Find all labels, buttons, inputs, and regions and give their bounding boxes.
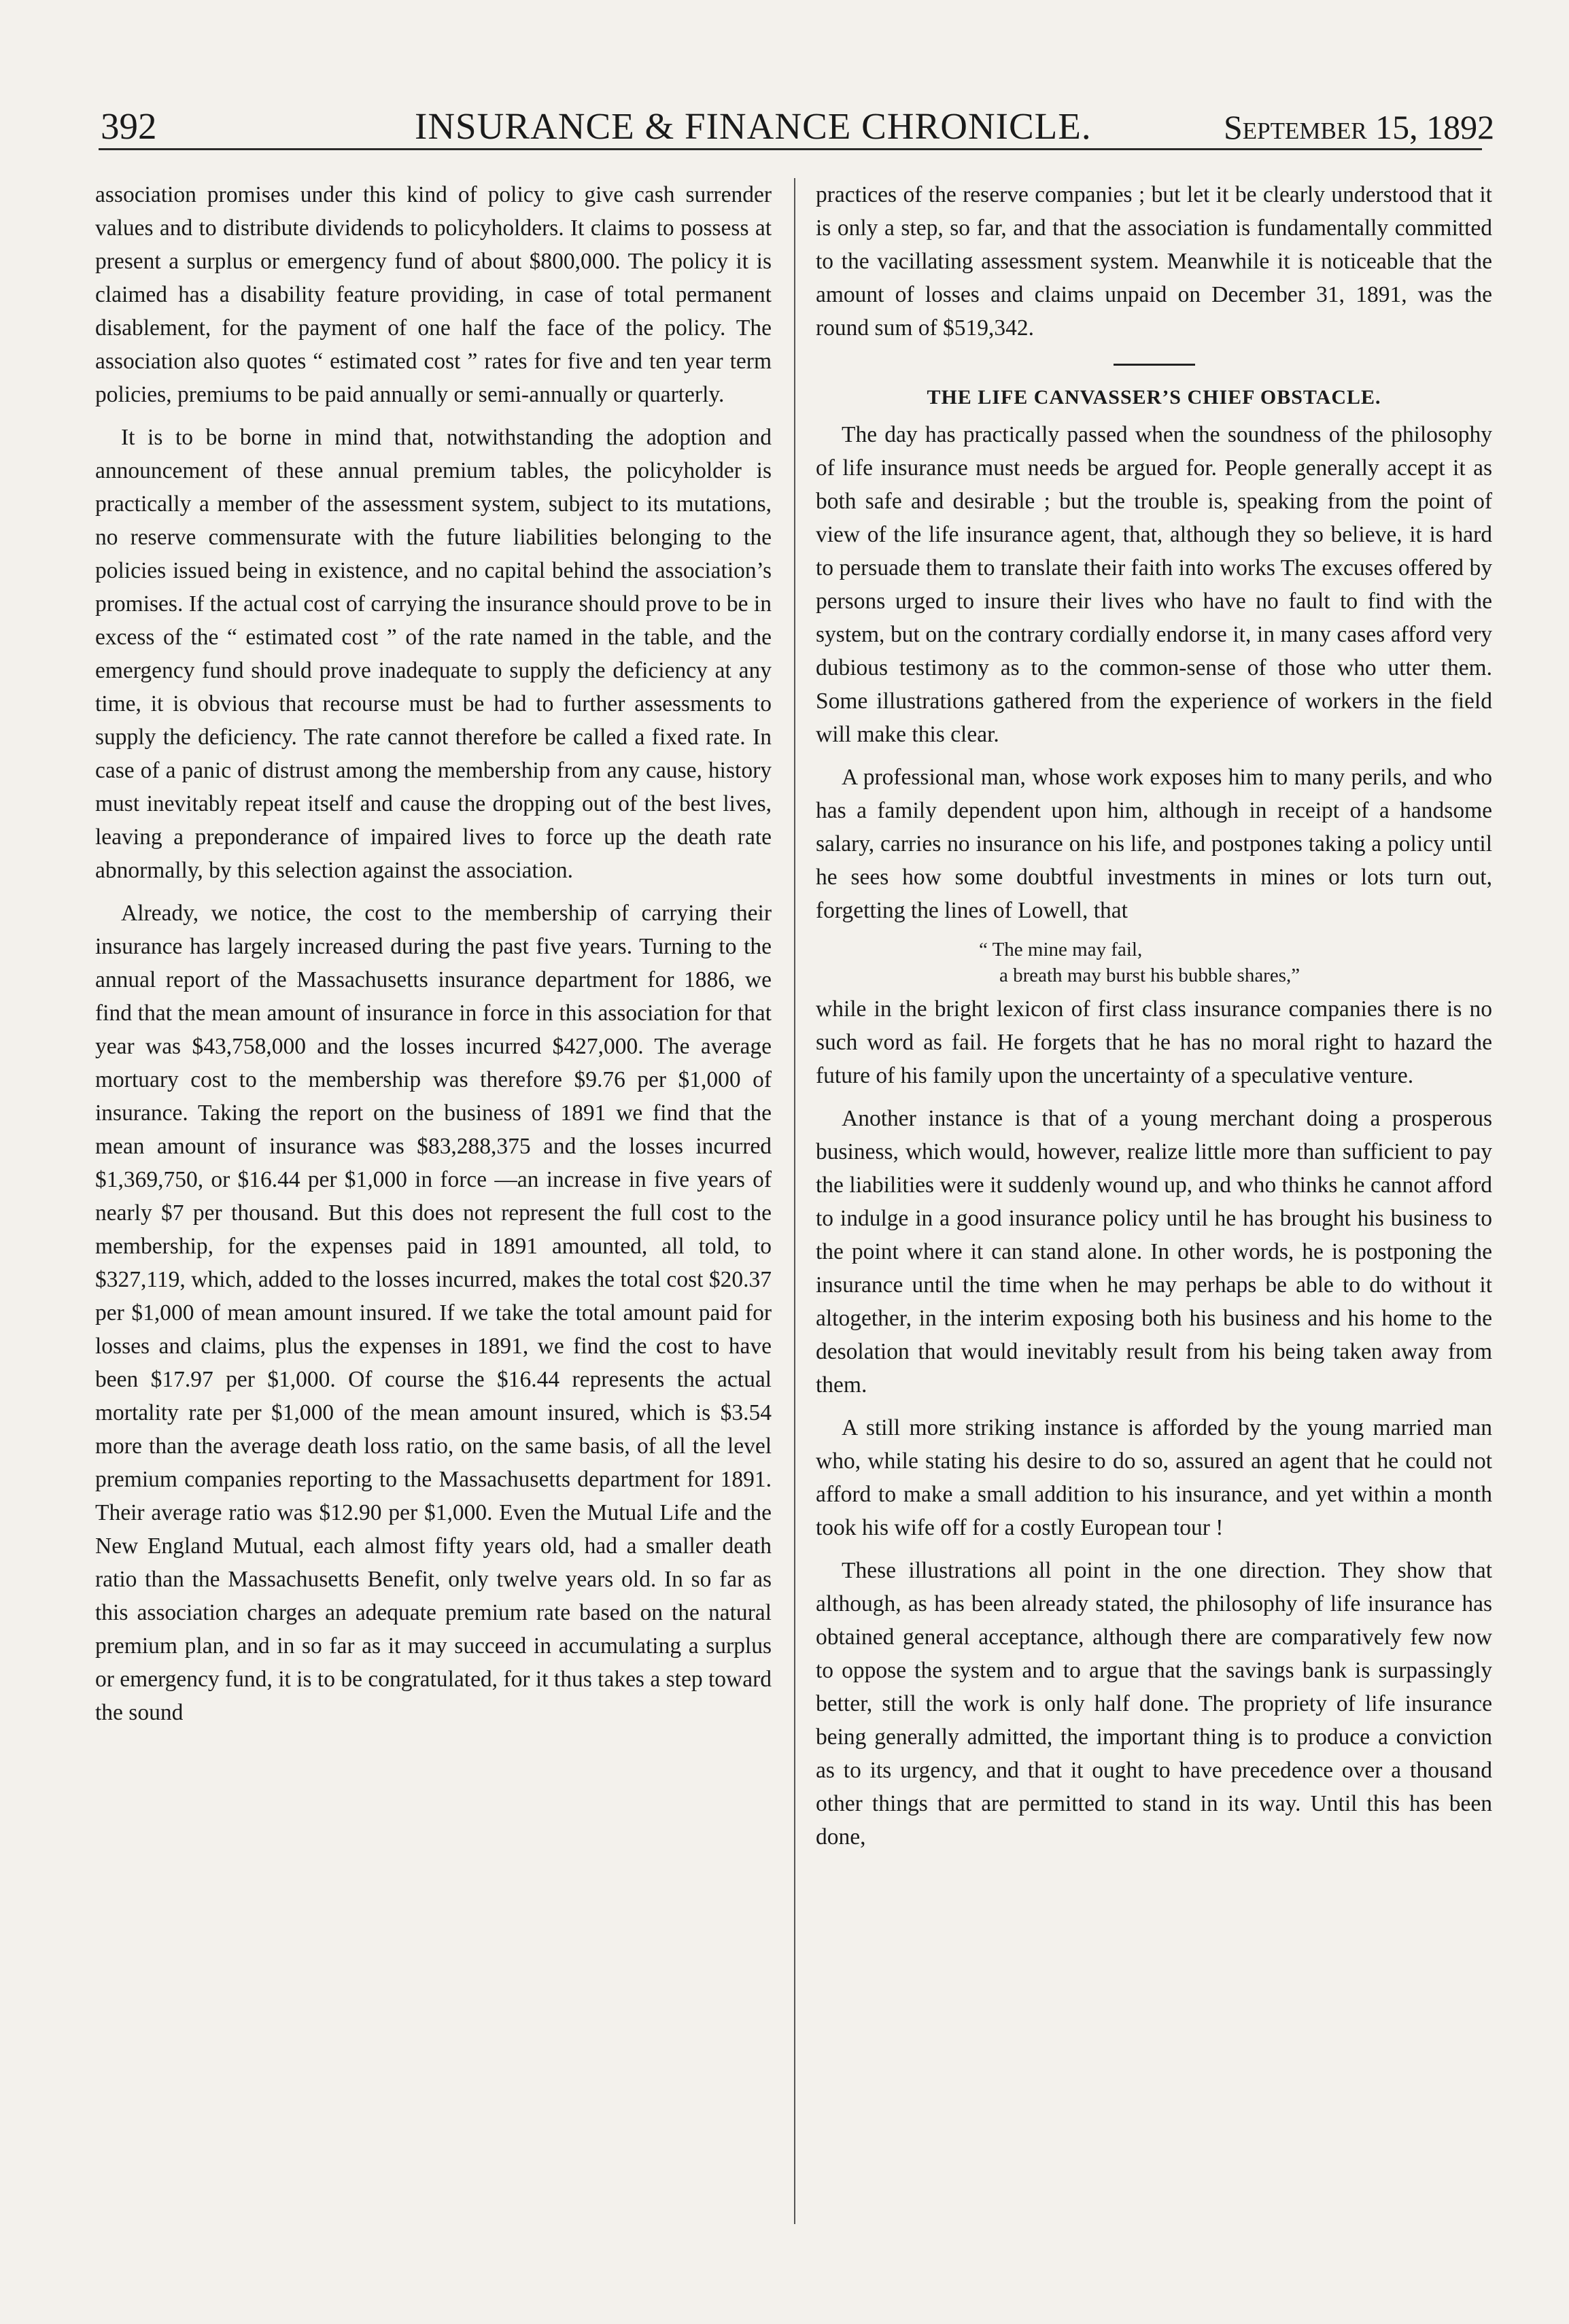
verse-line: “ The mine may fail,: [979, 939, 1143, 960]
verse-quote: [816, 937, 1492, 988]
paragraph: A still more striking instance is afforded by the young married man who, while stating his desire to do so, assured an agent that he could not afford to make a small addition to his insurance, and yet within a month took his wife off for a costly European tour !: [816, 1415, 1492, 1540]
paragraph: It is to be borne in mind that, notwithstanding the adoption and announcement of these annual premium tables, the policyholder is practically a member of the assessment system, subject to its mutations, no reserve commensurate with the future liabilities belonging to the policies issued being in existence, and no capital behind the association’s promises. If the actual cost of carrying the insurance should prove to be in excess of the “ estimated cost ” of the rate named in the table, and the emergency fund should prove inadequate to supply the deficiency at any time, it is obvious that recourse must be had to further assessments to supply the deficiency. The rate cannot therefore be called a fixed rate. In case of a panic of distrust among the membership from any cause, history must inevitably repeat itself and cause the dropping out of the best lives, leaving a preponderance of impaired lives to force up the death rate abnormally, by this selection against the association.: [95, 425, 772, 883]
paragraph: while in the bright lexicon of first class insurance companies there is no such word as fail. He forgets that he has no moral right to hazard the future of his family upon the uncertainty of a speculative venture.: [816, 996, 1492, 1088]
paragraph: association promises under this kind of policy to give cash surrender values and to distribute dividends to policyholders. It claims to possess at present a surplus or emergency fund of about $800,000. The policy it is claimed has a disability feature providing, in case of total permanent disablement, for the payment of one half the face of the policy. The association also quotes “ estimated cost ” rates for five and ten year term policies, premiums to be paid annually or semi-annually or quarterly.: [95, 182, 772, 407]
page-number: 392: [101, 105, 157, 147]
page-header: [0, 102, 1569, 163]
issue-date: September 15, 1892: [1224, 108, 1495, 146]
column-divider: [794, 178, 795, 2224]
paragraph: The day has practically passed when the soundness of the philosophy of life insurance must needs be argued for. People generally accept it as both safe and desirable ; but the trouble is, speaking from the point of view of the life insurance agent, that, although they so believe, it is hard to persuade them to translate their faith into works The excuses offered by persons urged to insure their lives who have no fault to find with the system, but on the contrary cordially endorse it, in many cases afford very dubious testimony as to the common-sense of those who utter them. Some illustrations gathered from the experience of workers in the field will make this clear.: [816, 422, 1492, 747]
left-column: [95, 178, 772, 2244]
paragraph: practices of the reserve companies ; but let it be clearly understood that it is only a step, so far, and that the association is fundamentally committed to the vacillating assessment system. Meanwhile it is noticeable that the amount of losses and claims unpaid on December 31, 1891, was the round sum of $519,342.: [816, 182, 1492, 341]
paragraph: A professional man, whose work exposes him to many perils, and who has a family dependent upon him, although in receipt of a handsome salary, carries no insurance on his life, and postpones taking a policy until he sees how some doubtful investments in mines or lots turn out, forgetting the lines of Lowell, that: [816, 765, 1492, 923]
publication-title: INSURANCE & FINANCE CHRONICLE.: [415, 105, 1092, 147]
paragraph: Already, we notice, the cost to the membership of carrying their insurance has largely increased during the past five years. Turning to the annual report of the Massachusetts insurance department for 1886, we find that the mean amount of insurance in force in this association for that year was $43,758,000 and the losses incurred $427,000. The average mortuary cost to the membership was therefore $9.76 per $1,000 of insurance. Taking the report on the business of 1891 we find that the mean amount of insurance was $83,288,375 and the losses incurred $1,369,750, or $16.44 per $1,000 in force —an increase in five years of nearly $7 per thousand. But this does not represent the full cost to the membership, for the expenses paid in 1891 amounted, all told, to $327,119, which, added to the losses incurred, makes the total cost $20.37 per $1,000 of mean amount insured. If we take the total amount paid for losses and claims, plus the expenses in 1891, we find the cost to have been $17.97 per $1,000. Of course the $16.44 represents the actual mortality rate per $1,000 of the mean amount insured, which is $3.54 more than the average death loss ratio, on the same basis, of all the level premium companies reporting to the Massachusetts department for 1891. Their average ratio was $12.90 per $1,000. Even the Mutual Life and the New England Mutual, each almost fifty years old, had a smaller death ratio than the Massachusetts Benefit, only twelve years old. In so far as this association charges an adequate premium rate based on the natural premium plan, and in so far as it may succeed in accumulating a surplus or emergency fund, it is to be congratulated, for it thus takes a step toward the sound: [95, 901, 772, 1725]
right-column: [816, 178, 1492, 2217]
verse-line: a breath may burst his bubble shares,”: [999, 965, 1300, 986]
paragraph: Another instance is that of a young merchant doing a prosperous business, which would, however, realize little more than sufficient to pay the liabilities were it suddenly wound up, and who thinks he cannot afford to indulge in a good insurance policy until he has brought his business to the point where it can stand alone. In other words, he is postponing the insurance until the time when he may perhaps be able to do without it altogether, in the interim exposing both his business and his home to the desolation that would inevitably result from his being taken away from them.: [816, 1106, 1492, 1398]
paragraph: These illustrations all point in the one direction. They show that although, as has been already stated, the philosophy of life insurance has obtained general acceptance, although there are comparatively few now to oppose the system and to argue that the savings bank is surpassingly better, still the work is only half done. The propriety of life insurance being generally admitted, the important thing is to produce a conviction as to its urgency, and that it ought to have precedence over a thousand other things that are permitted to stand in its way. Until this has been done,: [816, 1558, 1492, 1850]
header-rule: [99, 148, 1482, 150]
section-rule: [1114, 364, 1195, 366]
section-title: THE LIFE CANVASSER’S CHIEF OBSTACLE.: [927, 386, 1381, 409]
